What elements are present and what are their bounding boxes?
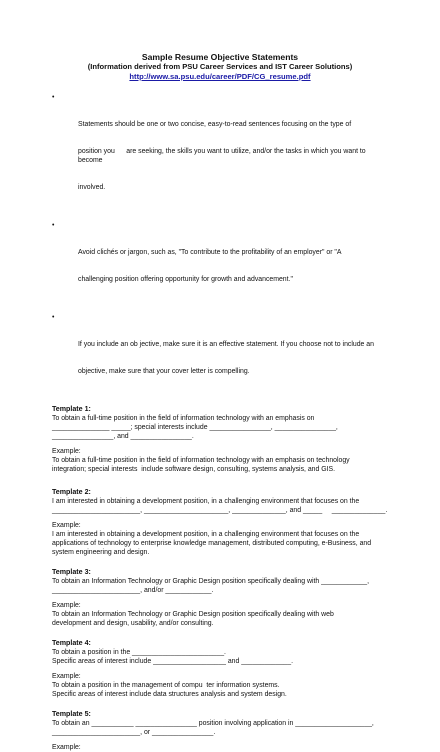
template-section bbox=[52, 568, 388, 628]
example-line: To obtain a position in the management of compu ter information systems. bbox=[52, 682, 280, 689]
template-line: To obtain a position in the ________________________. bbox=[52, 649, 226, 656]
template-line: _______________________, ______________________, ______________, and _____ ______________. bbox=[52, 507, 388, 514]
template-section bbox=[52, 405, 388, 474]
template-line: _______________________, or ________________. bbox=[52, 729, 216, 736]
bullet-item: • Avoid clichés or jargon, such as, "To contribute to the profitability of an employer" or "A challenging position offering opportunity for growth and advancement." bbox=[52, 222, 342, 283]
example-label: Example: bbox=[52, 448, 81, 455]
template-line: _______________________, and/or ____________. bbox=[52, 587, 214, 594]
bullet-item: • If you include an ob jective, make sure it is an effective statement. If you choose not to include an objective, make sure that your cover letter is compelling. bbox=[52, 314, 374, 375]
example-label: Example: bbox=[52, 602, 81, 609]
template-line: _______________ _____; special interests include ________________, ________________, bbox=[52, 424, 338, 431]
example-line: applications of technology to enterprise knowledge management, distributed computing, e-Business, and bbox=[52, 540, 372, 547]
template-line: ________________, and ________________. bbox=[52, 433, 194, 440]
template-section bbox=[52, 710, 388, 752]
example-line: Specific areas of interest include data structures analysis and system design. bbox=[52, 691, 287, 698]
template-line: To obtain an ___________ ________________ position involving application in ____________________, bbox=[52, 720, 374, 727]
example-label: Example: bbox=[52, 673, 81, 680]
template-heading: Template 1: bbox=[52, 405, 91, 413]
document-header bbox=[52, 52, 388, 82]
example-line: development and design, usability, and/or consulting. bbox=[52, 620, 214, 627]
example-label: Example: bbox=[52, 522, 81, 529]
bullet-icon: • bbox=[52, 94, 55, 101]
template-line: To obtain an Information Technology or Graphic Design position specifically dealing with ____________, bbox=[52, 578, 370, 585]
template-heading: Template 3: bbox=[52, 568, 91, 576]
template-line: To obtain a full-time position in the field of information technology with an emphasis on bbox=[52, 415, 315, 422]
document-subtitle: (Information derived from PSU Career Services and IST Career Solutions) bbox=[87, 62, 353, 71]
document-title: Sample Resume Objective Statements bbox=[141, 52, 299, 62]
template-section bbox=[52, 639, 388, 699]
example-line: To obtain an Information Technology or Graphic Design position specifically dealing with web bbox=[52, 611, 334, 618]
bullet-icon: • bbox=[52, 314, 55, 321]
template-heading: Template 2: bbox=[52, 488, 91, 496]
example-line: To obtain a full-time position in the field of information technology with an emphasis on technology bbox=[52, 457, 350, 464]
example-line: system engineering and design. bbox=[52, 549, 150, 556]
source-link[interactable]: http://www.sa.psu.edu/career/PDF/CG_resume.pdf bbox=[129, 72, 311, 81]
template-heading: Template 5: bbox=[52, 710, 91, 718]
bullet-item: • Statements should be one or two concise, easy-to-read sentences focusing on the type of position you are seeking, the skills you want to utilize, and/or the tasks in which you want to become involved. bbox=[52, 94, 368, 191]
bullet-icon: • bbox=[52, 222, 55, 229]
template-heading: Template 4: bbox=[52, 639, 91, 647]
template-section bbox=[52, 488, 388, 557]
template-line: I am interested in obtaining a development position, in a challenging environment that focuses on the bbox=[52, 498, 360, 505]
template-line: Specific areas of interest include ___________________ and _____________. bbox=[52, 658, 293, 665]
example-line: integration; special interests include software design, consulting, systems analysis, and GIS. bbox=[52, 466, 336, 473]
example-line: I am interested in obtaining a development position, in a challenging environment that focuses on the bbox=[52, 531, 360, 538]
example-label: Example: bbox=[52, 744, 81, 751]
